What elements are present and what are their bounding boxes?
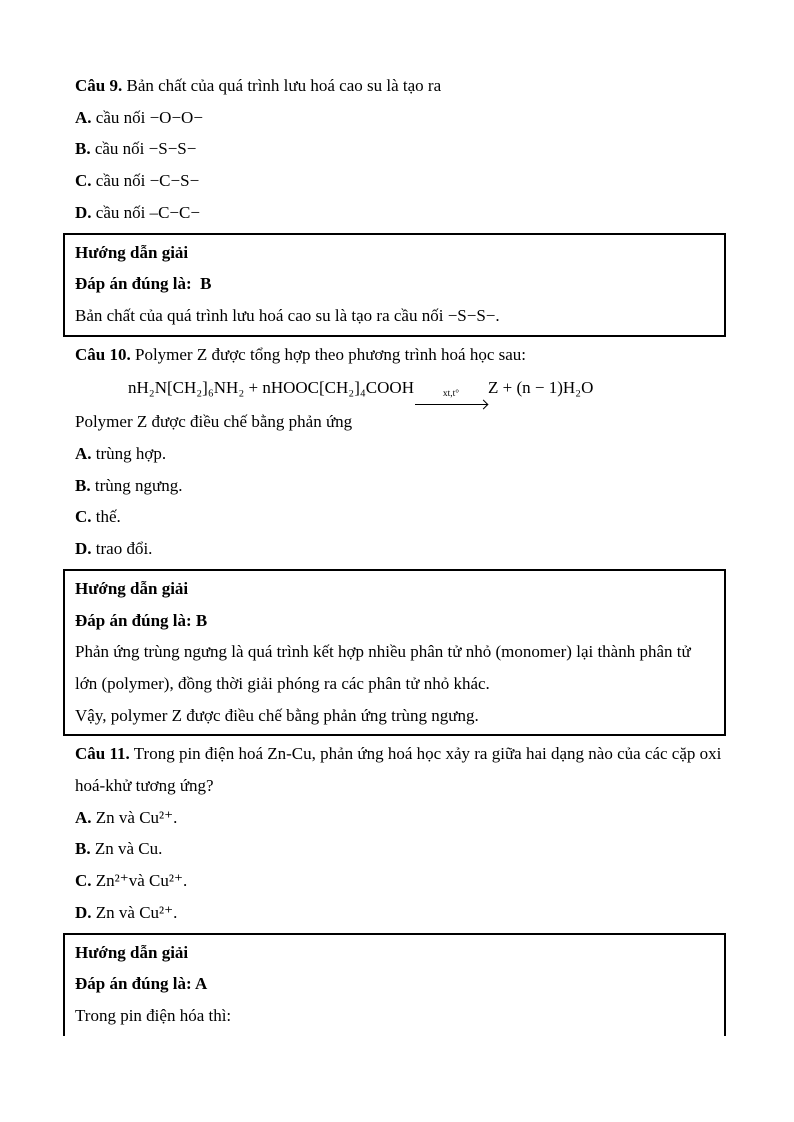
solution-answer: Đáp án đúng là: B [75,274,212,294]
option-text: Zn²⁺và Cu²⁺. [95,871,188,891]
question-9-option-c [63,165,726,197]
document-content [63,70,726,1038]
option-letter: B. [75,475,91,495]
question-9-option-b [63,133,726,165]
question-9-solution-box [63,233,726,337]
option-letter: D. [75,902,92,922]
option-text: Zn và Cu²⁺. [95,902,178,922]
question-text: Trong pin điện hoá Zn-Cu, phản ứng hoá học xảy ra giữa hai dạng nào của các cặp oxi hoá-khử tương ứng? [75,744,722,796]
solution-explanation: Bản chất của quá trình lưu hoá cao su là tạo ra cầu nối −S−S−. [75,305,500,325]
question-11-option-c [63,865,726,897]
option-text: thế. [95,507,121,527]
question-9-option-a [63,102,726,134]
question-text: Polymer Z được tổng hợp theo phương trình hoá học sau: [134,344,526,364]
solution-conclusion: Vậy, polymer Z được điều chế bằng phản ứng trùng ngưng. [75,705,479,725]
equation-rhs: Z + (n − 1)H₂O [487,378,594,398]
option-letter: B. [75,839,91,859]
question-number: Câu 11. [75,744,130,764]
reaction-condition-label: xt,t° [442,389,460,400]
question-10-solution-box [63,569,726,737]
question-10-option-b [63,470,726,502]
option-letter: A. [75,807,92,827]
question-number: Câu 10. [75,344,131,364]
question-10-stem [63,339,726,371]
option-text: trao đổi. [95,539,153,559]
question-11-option-a [63,802,726,834]
question-11-option-b [63,833,726,865]
question-text: Bản chất của quá trình lưu hoá cao su là tạo ra [126,76,442,95]
question-10-option-a [63,438,726,470]
option-text: cầu nối –C−C− [95,202,200,222]
option-text: trùng hợp. [95,444,167,464]
question-9-stem [63,70,726,102]
question-10-option-d [63,533,726,565]
option-letter: D. [75,202,92,222]
equation-lhs: nH₂N[CH₂]₆NH₂ + nHOOC[CH₂]₄COOH [128,378,414,398]
question-9-option-d [63,197,726,229]
option-letter: C. [75,871,92,891]
option-letter: B. [75,139,91,159]
solution-title: Hướng dẫn giải [75,942,189,962]
option-text: cầu nối −O−O− [95,107,203,127]
question-11-option-d [63,897,726,929]
option-text: cầu nối −S−S− [94,139,197,159]
option-letter: C. [75,507,92,527]
question-10-equation [63,370,726,406]
option-text: trùng ngưng. [94,475,183,495]
arrow-shaft [415,399,487,405]
option-letter: C. [75,171,92,191]
question-10-prompt: Polymer Z được điều chế bằng phản ứng [75,412,353,432]
question-10-option-c [63,501,726,533]
option-letter: D. [75,539,92,559]
solution-explanation: Trong pin điện hóa thì: [75,1005,232,1025]
question-11-solution-box [63,933,726,1036]
question-number: Câu 9. [75,76,123,95]
solution-explanation: Phản ứng trùng ngưng là quá trình kết hợp nhiều phân tử nhỏ (monomer) lại thành phân tử lớn (polymer), đồng thời giải phóng ra các phân tử nhỏ khác. [75,642,691,693]
option-text: Zn và Cu²⁺. [95,807,178,827]
option-letter: A. [75,444,92,464]
question-11-stem [63,738,726,801]
option-text: Zn và Cu. [94,839,163,859]
option-text: cầu nối −C−S− [95,171,200,191]
solution-answer: Đáp án đúng là: B [75,610,208,630]
solution-title: Hướng dẫn giải [75,242,189,262]
reaction-arrow-icon [415,390,487,405]
solution-title: Hướng dẫn giải [75,578,189,598]
solution-answer: Đáp án đúng là: A [75,974,208,994]
option-letter: A. [75,107,92,127]
